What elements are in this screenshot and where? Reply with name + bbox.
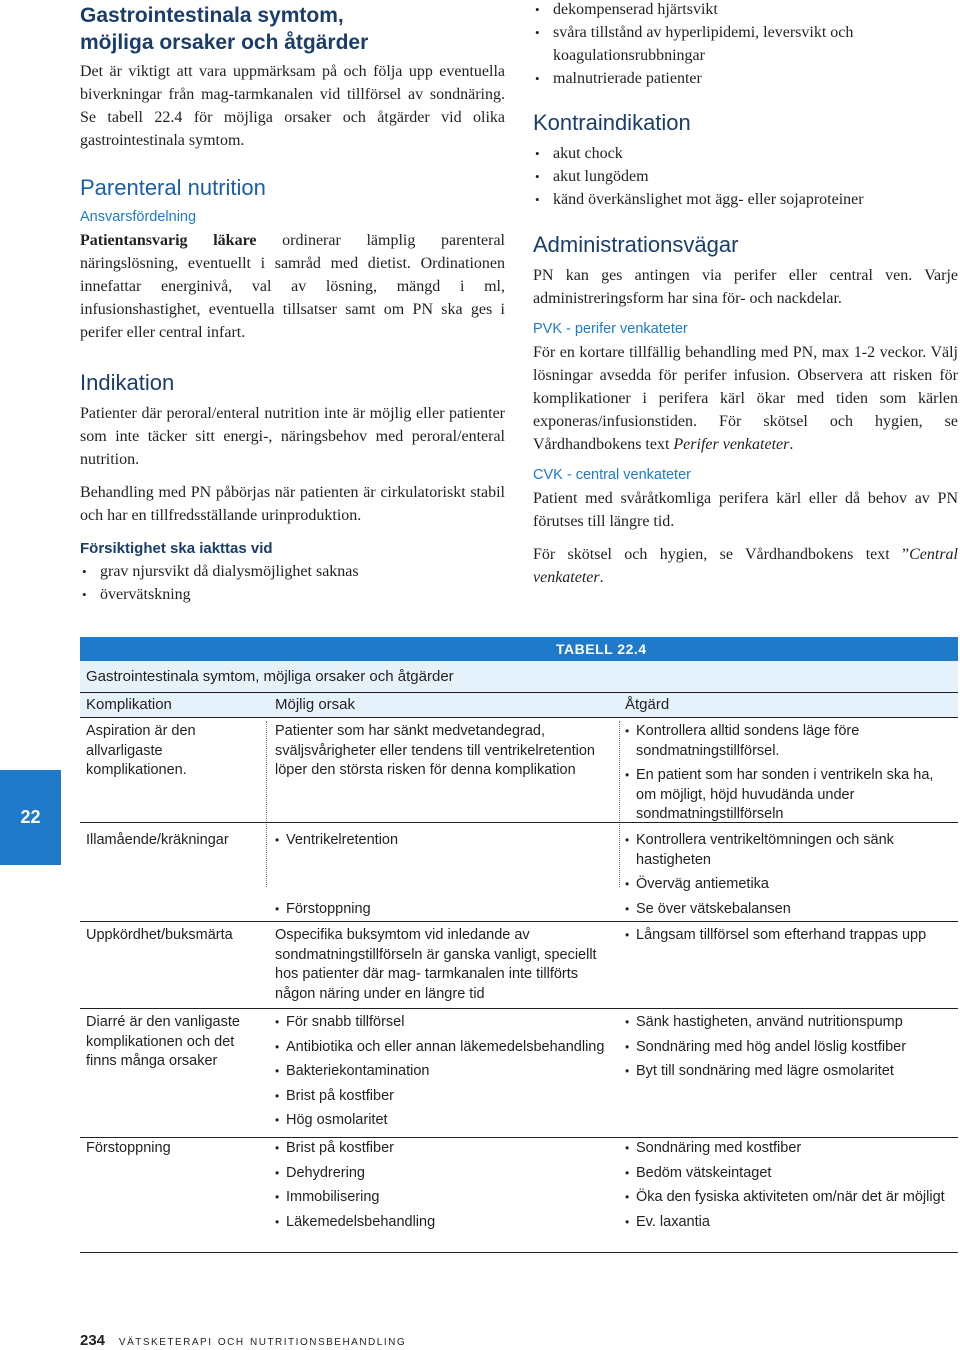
column-header-complication: Komplikation (86, 696, 172, 713)
cell-cause (275, 831, 620, 919)
list-item: • Långsam tillförsel som efterhand trappas upp (625, 926, 955, 946)
list-item: • malnutrierade patienter (533, 67, 958, 90)
list-item: • dekompenserad hjärtsvikt (533, 0, 958, 21)
left-column (80, 0, 505, 606)
heading-contraindication: Kontraindikation (533, 110, 691, 135)
pvk-end: . (789, 436, 794, 453)
row-divider (80, 1137, 958, 1138)
list-item: • Ev. laxantia (625, 1213, 955, 1233)
list-item: • Sondnäring med kostfiber (625, 1139, 955, 1159)
risk-list (533, 0, 958, 90)
pvk-paragraph (533, 341, 958, 456)
cell-cause (275, 1139, 620, 1232)
heading-administration-routes: Administrationsvägar (533, 232, 739, 257)
heading-indication: Indikation (80, 370, 175, 395)
chapter-tab: 22 (0, 770, 61, 865)
cell-cause (275, 1013, 620, 1131)
cell-action (625, 1013, 955, 1082)
cell-complication: Illamående/kräkningar (86, 832, 229, 848)
cell-action (625, 1139, 955, 1232)
page-footer (80, 1331, 406, 1350)
list-item: • Bedöm vätskeintaget (625, 1164, 955, 1184)
list-item: • Hög osmolaritet (275, 1111, 620, 1131)
cvk-paragraph: Patient med svåråtkomliga perifera kärl eller då behov av PN förutses till längre tid. (533, 490, 958, 530)
title-line-2: möjliga orsaker och åtgärder (80, 31, 369, 54)
contraindication-list (533, 142, 958, 211)
list-item: • En patient som har sonden i ventrikeln ska ha, om möjligt, höjd huvudända under sondmatningstillförseln (625, 766, 955, 825)
list-item: • övervätskning (80, 583, 505, 606)
list-item: • Öka den fysiska aktiviteten om/när det är möjligt (625, 1188, 955, 1208)
list-item: • Bakteriekontamination (275, 1062, 620, 1082)
table-header-row (80, 693, 958, 718)
cell-action (625, 722, 955, 825)
row-divider (80, 822, 958, 823)
cell-complication: Diarré är den vanligaste komplikationen och det finns många orsaker (86, 1014, 240, 1069)
row-divider (80, 921, 958, 922)
section-title-gi-symptoms (80, 2, 505, 56)
running-title: vätsketerapi och nutritionsbehandling (118, 1332, 407, 1348)
row-divider (80, 1008, 958, 1009)
column-header-cause: Möjlig orsak (275, 696, 356, 713)
column-divider (266, 721, 267, 887)
heading-caution: Försiktighet ska iakttas vid (80, 540, 273, 557)
list-item: • grav njursvikt då dialysmöjlighet saknas (80, 560, 505, 583)
list-item: • svåra tillstånd av hyperlipidemi, leversvikt och koagulationsrubbningar (533, 21, 958, 67)
list-item: • Läkemedelsbehandling (275, 1213, 620, 1233)
pvk-text: För en kortare tillfällig behandling med PN, max 1-2 veckor. Välj lösningar avsedda för perifer infusion. Observera att risken för komplikationer i perifera kärl ökar med tiden som kärlen exponeras/infusionstiden. För skötsel och hygien, se Vårdhandbokens text (533, 344, 958, 453)
cell-cause: Patienter som har sänkt medvetandegrad, sväljsvårigheter eller tendens till ventrikelretention löper den största risken för denna komplikation (275, 723, 595, 778)
title-line-1: Gastrointestinala symtom, (80, 4, 344, 27)
indication-paragraph-2: Behandling med PN påbörjas när patienten är cirkulatoriskt stabil och har en tillfredsställande urinproduktion. (80, 484, 505, 524)
list-item: • Sondnäring med hög andel löslig kostfiber (625, 1038, 955, 1058)
list-item: • Kontrollera ventrikeltömningen och sänk hastigheten (625, 831, 955, 870)
heading-cvk: CVK - central venkateter (533, 467, 691, 483)
list-item: • Kontrollera alltid sondens läge före sondmatningstillförsel. (625, 722, 955, 761)
responsibility-text: ordinerar lämplig parenteral näringslösning, eventuellt i samråd med dietist. Ordinationen innefattar energinivå, val av lösning, mängd i ml, infusionshastighet, eventuella tillsatser samt om PN ska ges i perifer eller central infart. (80, 232, 505, 341)
cvk-care-paragraph (533, 543, 958, 589)
list-item: • Immobilisering (275, 1188, 620, 1208)
heading-responsibility: Ansvarsfördelning (80, 209, 197, 225)
intro-paragraph: Det är viktigt att vara uppmärksam på och följa upp eventuella biverkningar från mag-tarmkanalen vid tillförsel av sondnäring. Se tabell 22.4 för möjliga orsaker och åtgärder vid olika gastrointestinala symtom. (80, 63, 505, 149)
cvk-care-text: För skötsel och hygien, se Vårdhandbokens text ” (533, 546, 910, 563)
column-header-action: Åtgärd (625, 696, 670, 713)
cell-complication: Uppkördhet/buksmärta (86, 927, 233, 943)
cvk-italic: Central venkateter (533, 546, 958, 586)
table-bottom-border (80, 1252, 958, 1253)
administration-paragraph: PN kan ges antingen via perifer eller central ven. Varje administreringsform har sina för- och nackdelar. (533, 267, 958, 307)
cell-cause: Ospecifika buksymtom vid inledande av sondmatningstillförseln är ganska vanligt, speciellt hos patienter där mag- tarmkanalen inte tillförts någon näring under en längre tid (275, 927, 597, 1002)
list-item: • Dehydrering (275, 1164, 620, 1184)
right-column (533, 0, 958, 589)
list-item: • Ventrikelretention (275, 831, 620, 851)
list-item: • Se över vätskebalansen (625, 900, 955, 920)
indication-paragraph-1: Patienter där peroral/enteral nutrition inte är möjlig eller patienter som inte täcker sitt energi-, näringsbehov med peroral/enteral nutrition. (80, 405, 505, 468)
table-title: Gastrointestinala symtom, möjliga orsaker och åtgärder (80, 661, 958, 693)
table-label: TABELL 22.4 (556, 641, 647, 657)
list-item: • akut lungödem (533, 165, 958, 188)
heading-pvk: PVK - perifer venkateter (533, 321, 688, 337)
list-item: • Förstoppning (275, 900, 620, 920)
cell-complication: Aspiration är den allvarligaste komplikationen. (86, 723, 196, 778)
list-item: • akut chock (533, 142, 958, 165)
responsibility-bold: Patientansvarig läkare (80, 232, 257, 249)
list-item: • Brist på kostfiber (275, 1139, 620, 1159)
list-item: • Sänk hastigheten, använd nutritionspump (625, 1013, 955, 1033)
cell-action (625, 831, 955, 919)
pvk-italic: Perifer venkateter (673, 436, 790, 453)
list-item: • Brist på kostfiber (275, 1087, 620, 1107)
page-number: 234 (80, 1332, 106, 1349)
cell-action (625, 926, 955, 946)
responsibility-paragraph (80, 229, 505, 344)
list-item: • Byt till sondnäring med lägre osmolaritet (625, 1062, 955, 1082)
heading-parenteral-nutrition: Parenteral nutrition (80, 175, 266, 200)
caution-list (80, 560, 505, 606)
list-item: • känd överkänslighet mot ägg- eller sojaproteiner (533, 188, 958, 211)
cvk-end: . (599, 569, 604, 586)
list-item: • Antibiotika och eller annan läkemedelsbehandling (275, 1038, 620, 1058)
list-item: • För snabb tillförsel (275, 1013, 620, 1033)
list-item: • Överväg antiemetika (625, 875, 955, 895)
cell-complication: Förstoppning (86, 1140, 171, 1156)
